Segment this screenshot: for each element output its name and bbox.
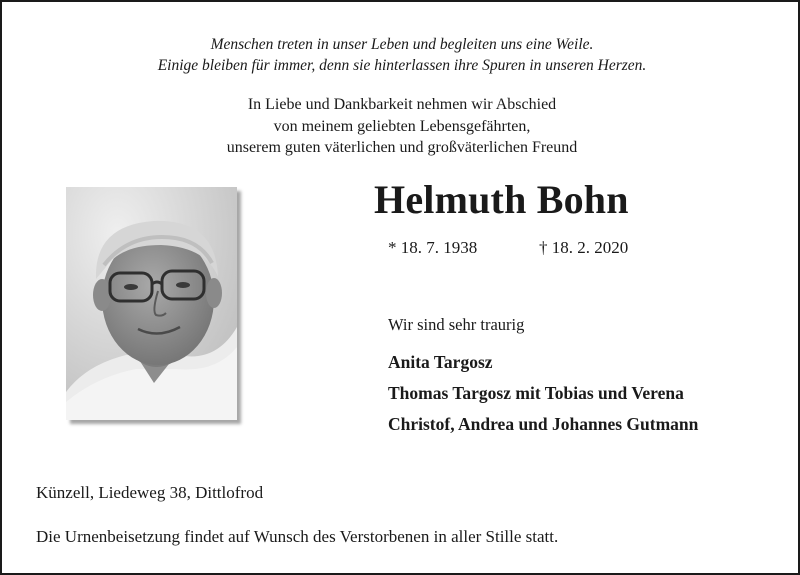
- mourner-name-1: Anita Targosz: [388, 352, 493, 372]
- mourners-intro: Wir sind sehr traurig: [388, 315, 525, 334]
- death-date: † 18. 2. 2020: [539, 238, 629, 257]
- mourner-name-3: Christof, Andrea und Johannes Gutmann: [388, 414, 699, 434]
- intro-line-2: von meinem geliebten Lebensgefährten,: [273, 117, 531, 135]
- quote-line-1: Menschen treten in unser Leben und begleiten uns eine Weile.: [210, 36, 594, 53]
- deceased-name: Helmuth Bohn: [374, 177, 629, 222]
- intro-line-1: In Liebe und Dankbarkeit nehmen wir Abschied: [247, 96, 557, 113]
- intro-line-3: unserem guten väterlichen und großväterlichen Freund: [226, 139, 578, 156]
- quote-line-2: Einige bleiben für immer, denn sie hinterlassen ihre Spuren in unseren Herzen.: [157, 57, 647, 74]
- burial-notice: Die Urnenbeisetzung findet auf Wunsch des Verstorbenen in aller Stille statt.: [36, 527, 559, 546]
- address: Künzell, Liedeweg 38, Dittlofrod: [36, 483, 264, 502]
- portrait-photo: [66, 187, 237, 420]
- portrait-illustration: [66, 187, 237, 420]
- mourner-name-2: Thomas Targosz mit Tobias und Verena: [388, 383, 684, 403]
- birth-date: * 18. 7. 1938: [388, 238, 478, 257]
